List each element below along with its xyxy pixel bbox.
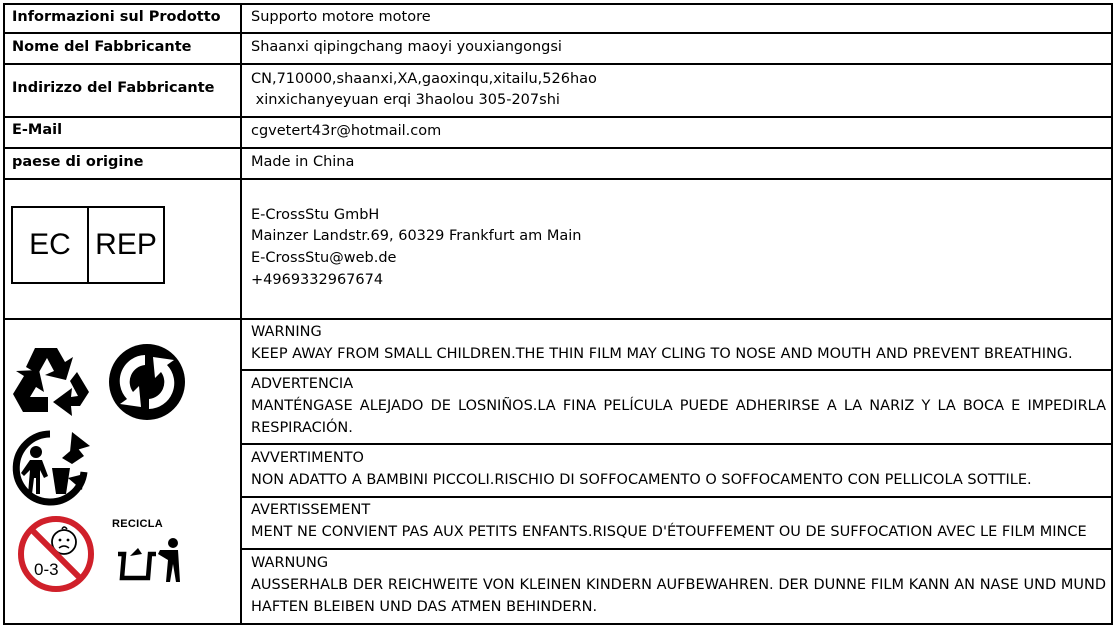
table-border-top: [3, 3, 1113, 5]
table-border-right: [1111, 3, 1113, 625]
ec-rep-email: E-CrossStu@web.de: [251, 250, 397, 266]
email-label: E-Mail: [12, 122, 63, 138]
table-border-left: [3, 3, 5, 625]
address-line-1: CN,710000,shaanxi,XA,gaoxinqu,xitailu,526hao: [251, 71, 597, 87]
product-info-label: Informazioni sul Prodotto: [12, 9, 221, 25]
no-children-icon: [16, 514, 96, 594]
warning-divider: [241, 443, 1113, 445]
warning-title-it: AVVERTIMENTO: [251, 450, 364, 466]
ec-rep-logo-left: EC: [13, 208, 89, 282]
green-dot-icon: [107, 343, 187, 421]
row-divider: [3, 318, 1113, 320]
warning-title-es: ADVERTENCIA: [251, 376, 354, 392]
recicla-label: RECICLA: [112, 518, 163, 530]
recycle-icon: [11, 344, 91, 420]
ec-rep-logo-right: REP: [95, 228, 157, 261]
row-divider: [3, 147, 1113, 149]
ec-rep-street: Mainzer Landstr.69, 60329 Frankfurt am Main: [251, 228, 582, 244]
warning-text-fr: MENT NE CONVIENT PAS AUX PETITS ENFANTS.RISQUE D'ÉTOUFFEMENT OU DE SUFFOCATION AVEC LE FILM MINCE: [251, 524, 1087, 540]
manufacturer-value: Shaanxi qipingchang maoyi youxiangongsi: [251, 39, 562, 55]
email-value: cgvetert43r@hotmail.com: [251, 123, 442, 139]
warning-text-es: MANTÉNGASE ALEJADO DE LOSNIÑOS.LA FINA PELÍCULA PUEDE ADHERIRSE A LA NARIZ Y LA BOCA E IMPEDIRLA RESPIRACIÓN.: [251, 398, 1106, 436]
origin-label: paese di origine: [12, 154, 144, 170]
warning-title-fr: AVERTISSEMENT: [251, 502, 371, 518]
table-border-bottom: [3, 623, 1113, 625]
warning-divider: [241, 548, 1113, 550]
warning-text-it: NON ADATTO A BAMBINI PICCOLI.RISCHIO DI SOFFOCAMENTO O SOFFOCAMENTO CON PELLICOLA SOTTILE.: [251, 472, 1032, 488]
origin-value: Made in China: [251, 154, 355, 170]
tidyman-recycle-icon: [10, 428, 92, 508]
ec-rep-company: E-CrossStu GmbH: [251, 207, 380, 223]
warning-title-de: WARNUNG: [251, 555, 329, 571]
warning-title-en: WARNING: [251, 324, 322, 340]
product-info-value: Supporto motore motore: [251, 9, 431, 25]
column-divider: [240, 3, 242, 625]
ec-rep-phone: +4969332967674: [251, 272, 384, 288]
row-divider: [3, 178, 1113, 180]
row-divider: [3, 63, 1113, 65]
warning-text-de: AUSSERHALB DER REICHWEITE VON KLEINEN KINDERN AUFBEWAHREN. DER DUNNE FILM KANN AN NASE UND MUND HAFTEN BLEIBEN UND DAS ATMEN BEHINDERN.: [251, 577, 1106, 615]
warning-divider: [241, 369, 1113, 371]
warning-text-en: KEEP AWAY FROM SMALL CHILDREN.THE THIN FILM MAY CLING TO NOSE AND MOUTH AND PREVENT BREATHING.: [251, 346, 1073, 362]
recicla-bin-icon: [112, 536, 184, 586]
age-restriction-label: 0-3: [34, 560, 59, 579]
ec-rep-logo: [11, 206, 165, 284]
manufacturer-label: Nome del Fabbricante: [12, 39, 192, 55]
address-label: Indirizzo del Fabbricante: [12, 80, 215, 96]
address-line-2: xinxichanyeyuan erqi 3haolou 305-207shi: [251, 92, 560, 108]
warning-divider: [241, 496, 1113, 498]
row-divider: [3, 116, 1113, 118]
row-divider: [3, 32, 1113, 34]
